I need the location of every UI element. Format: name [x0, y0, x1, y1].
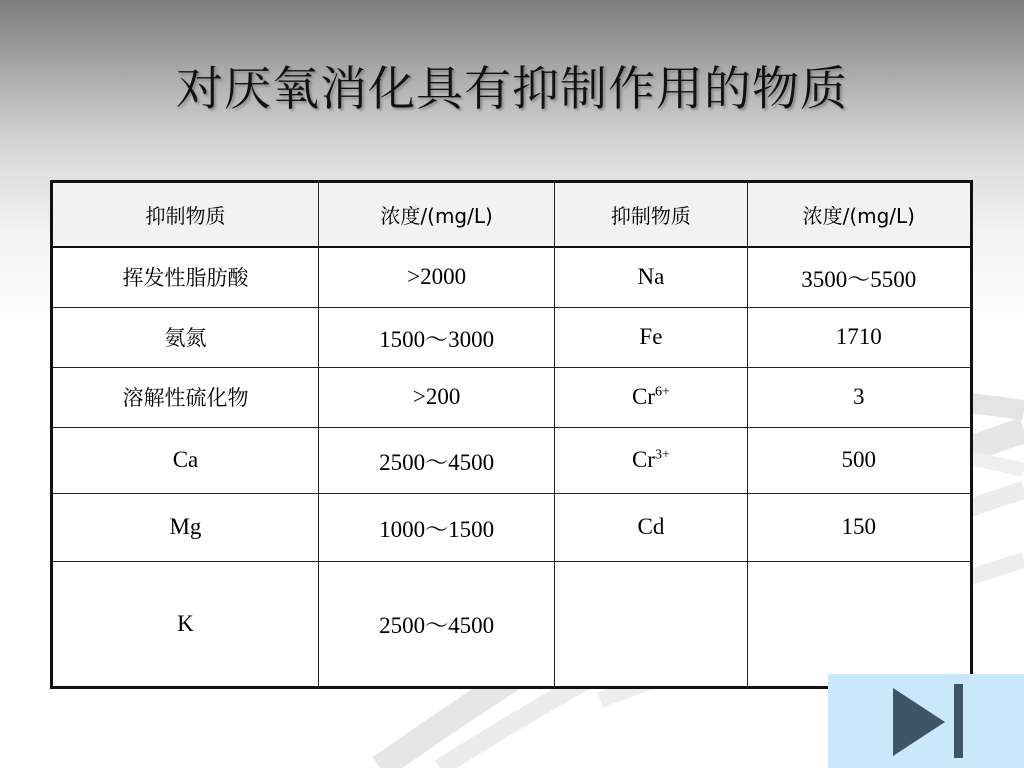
- table-cell: Na: [555, 247, 747, 307]
- table-cell: Ca: [52, 427, 319, 493]
- table-cell: 150: [747, 493, 971, 561]
- table-cell: 挥发性脂肪酸: [52, 247, 319, 307]
- table-cell: 1710: [747, 307, 971, 367]
- table-cell: >2000: [318, 247, 554, 307]
- header-substance-1: 抑制物质: [52, 182, 319, 248]
- next-slide-button[interactable]: [828, 674, 1024, 768]
- header-concentration-1: 浓度/(mg/L): [318, 182, 554, 248]
- table-row: [52, 247, 972, 307]
- table-row: [52, 427, 972, 493]
- header-concentration-2: 浓度/(mg/L): [747, 182, 971, 248]
- table-cell: 溶解性硫化物: [52, 367, 319, 427]
- table-cell: [555, 561, 747, 687]
- table-cell: 1500～3000: [318, 307, 554, 367]
- oxidation-state: 6+: [654, 384, 670, 400]
- table-cell: >200: [318, 367, 554, 427]
- table-cell: [555, 427, 747, 493]
- table-cell: Fe: [555, 307, 747, 367]
- table-cell: 3: [747, 367, 971, 427]
- table-row: [52, 307, 972, 367]
- table-cell: K: [52, 561, 319, 687]
- slide-title: 对厌氧消化具有抑制作用的物质: [176, 62, 848, 117]
- end-bar-icon: [954, 684, 963, 758]
- inhibitor-table: [50, 180, 973, 689]
- element-symbol: Cr: [631, 447, 655, 472]
- table-header-row: [52, 182, 972, 248]
- table-cell: 1000～1500: [318, 493, 554, 561]
- next-slide-icon: [893, 688, 945, 756]
- table-cell: 3500～5500: [747, 247, 971, 307]
- table-row: [52, 367, 972, 427]
- table-cell: Mg: [52, 493, 319, 561]
- table-row: [52, 493, 972, 561]
- table-cell: 氨氮: [52, 307, 319, 367]
- element-symbol: Cr: [631, 384, 655, 409]
- table-cell: 500: [747, 427, 971, 493]
- table-cell: 2500～4500: [318, 427, 554, 493]
- header-substance-2: 抑制物质: [555, 182, 747, 248]
- table-row: [52, 561, 972, 687]
- table-cell: Cd: [555, 493, 747, 561]
- oxidation-state: 3+: [654, 447, 670, 463]
- table-cell: [555, 367, 747, 427]
- table-cell: 2500～4500: [318, 561, 554, 687]
- table-cell: [747, 561, 971, 687]
